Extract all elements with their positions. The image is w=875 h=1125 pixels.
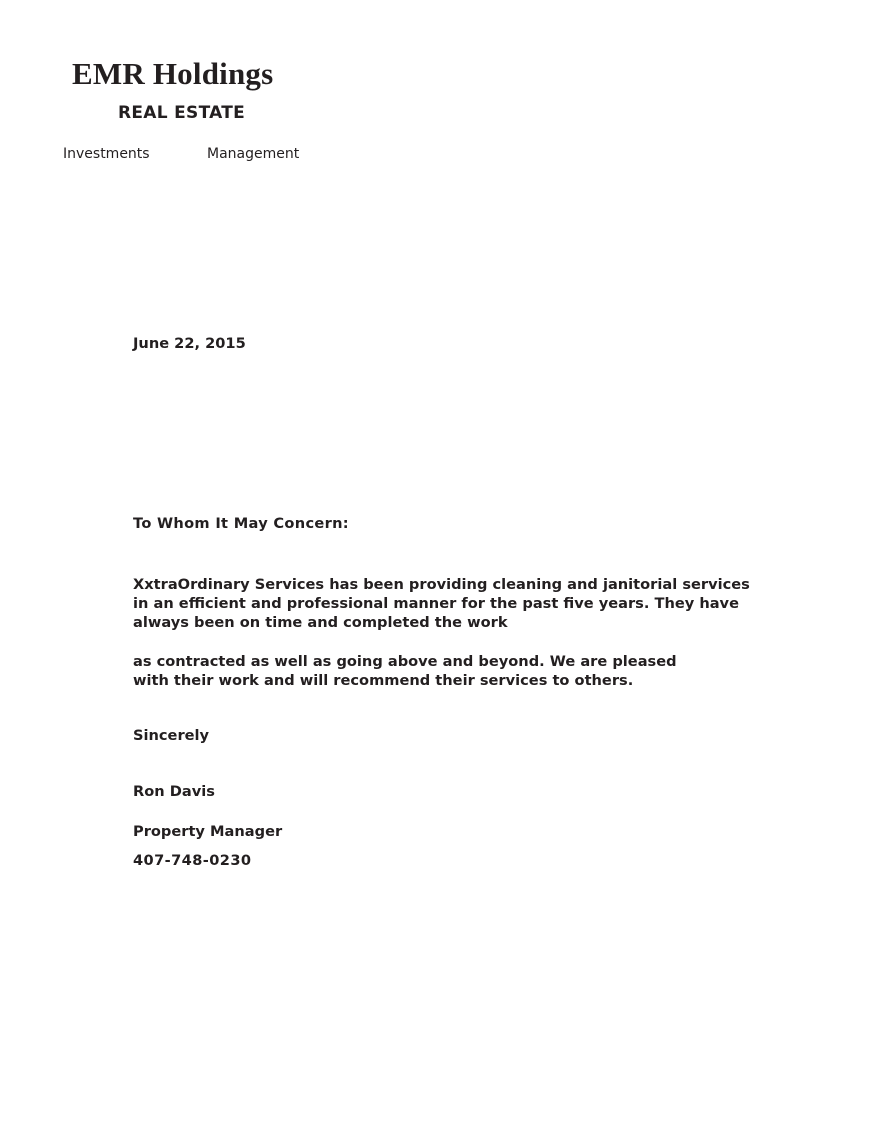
signature-phone: 407-748-0230 [133,852,252,869]
company-subtitle: REAL ESTATE [118,103,246,123]
paragraph-line: XxtraOrdinary Services has been providing cleaning and janitorial services [133,576,750,593]
signature-title: Property Manager [133,823,283,840]
signature-name: Ron Davis [133,783,215,800]
salutation: To Whom It May Concern: [133,515,349,532]
paragraph-line: always been on time and completed the work [133,614,508,631]
paragraph-1 [133,575,750,632]
closing: Sincerely [133,727,210,744]
company-name: EMR Holdings [72,56,274,91]
paragraph-line: with their work and will recommend their services to others. [133,672,634,689]
paragraph-line: as contracted as well as going above and beyond. We are pleased [133,653,677,670]
paragraph-line: in an efficient and professional manner for the past five years. They have [133,595,739,612]
letter-date: June 22, 2015 [133,335,246,352]
tagline-management: Management [207,146,300,162]
paragraph-2 [133,652,677,690]
tagline-investments: Investments [63,146,150,162]
